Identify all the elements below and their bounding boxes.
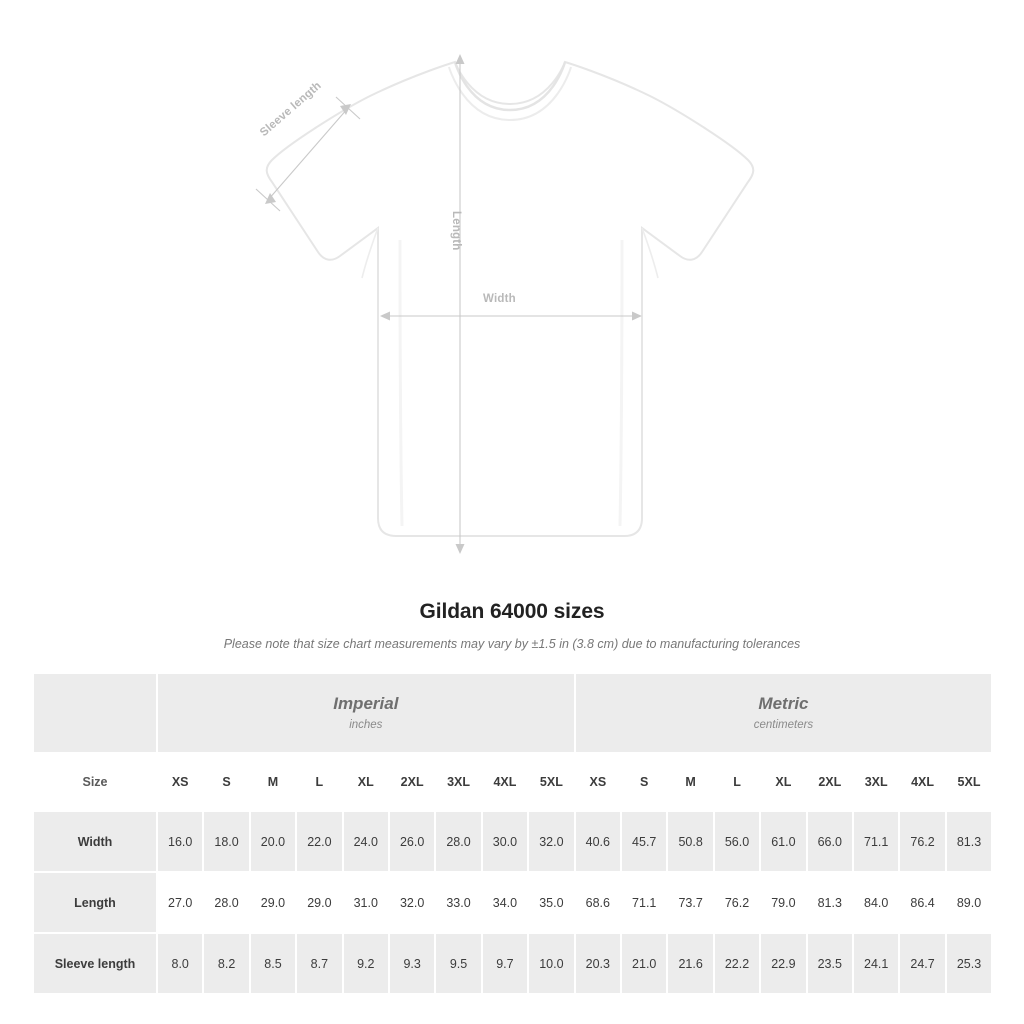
sleeve-length-label: Sleeve length	[258, 79, 324, 140]
cell: 21.0	[621, 933, 667, 994]
size-header-cell: XS	[575, 753, 621, 811]
cell: 9.5	[435, 933, 481, 994]
cell: 66.0	[807, 811, 853, 872]
cell: 40.6	[575, 811, 621, 872]
cell: 9.3	[389, 933, 435, 994]
row-label-width: Width	[33, 811, 157, 872]
cell: 73.7	[667, 872, 713, 933]
unit-group-imperial-sub: inches	[349, 718, 383, 731]
cell: 76.2	[899, 811, 945, 872]
cell: 22.9	[760, 933, 806, 994]
page-title: Gildan 64000 sizes	[419, 600, 605, 623]
cell: 84.0	[853, 872, 899, 933]
unit-row-spacer	[33, 673, 157, 753]
title-block	[0, 600, 1024, 651]
unit-group-imperial-name: Imperial	[333, 694, 399, 714]
cell: 8.5	[250, 933, 296, 994]
cell: 86.4	[899, 872, 945, 933]
size-header-cell: XS	[157, 753, 203, 811]
cell: 89.0	[946, 872, 993, 933]
cell: 10.0	[528, 933, 575, 994]
cell: 71.1	[853, 811, 899, 872]
table-row	[33, 872, 992, 933]
cell: 16.0	[157, 811, 203, 872]
cell: 29.0	[250, 872, 296, 933]
length-label: Length	[450, 211, 462, 251]
cell: 71.1	[621, 872, 667, 933]
width-label: Width	[483, 293, 516, 305]
size-header-cell: 2XL	[807, 753, 853, 811]
unit-group-metric-sub: centimeters	[753, 718, 814, 731]
cell: 27.0	[157, 872, 203, 933]
cell: 28.0	[203, 872, 249, 933]
cell: 25.3	[946, 933, 993, 994]
cell: 20.3	[575, 933, 621, 994]
cell: 32.0	[528, 811, 575, 872]
cell: 50.8	[667, 811, 713, 872]
size-header-cell: XL	[343, 753, 389, 811]
unit-group-metric	[575, 673, 993, 753]
unit-group-metric-name: Metric	[758, 694, 809, 714]
cell: 31.0	[343, 872, 389, 933]
cell: 76.2	[714, 872, 760, 933]
cell: 9.2	[343, 933, 389, 994]
row-label-sleeve-length: Sleeve length	[33, 933, 157, 994]
size-header-label: Size	[33, 753, 157, 811]
size-table	[32, 672, 993, 995]
cell: 20.0	[250, 811, 296, 872]
cell: 32.0	[389, 872, 435, 933]
tolerance-note: Please note that size chart measurements may vary by ±1.5 in (3.8 cm) due to manufacturing tolerances	[223, 637, 801, 651]
unit-group-imperial	[157, 673, 575, 753]
size-header-cell: S	[621, 753, 667, 811]
cell: 34.0	[482, 872, 528, 933]
cell: 22.2	[714, 933, 760, 994]
cell: 18.0	[203, 811, 249, 872]
cell: 30.0	[482, 811, 528, 872]
cell: 45.7	[621, 811, 667, 872]
size-header-cell: 5XL	[946, 753, 993, 811]
size-header-cell: L	[296, 753, 342, 811]
cell: 81.3	[807, 872, 853, 933]
cell: 79.0	[760, 872, 806, 933]
size-header-cell: M	[250, 753, 296, 811]
cell: 24.1	[853, 933, 899, 994]
cell: 81.3	[946, 811, 993, 872]
size-header-cell: 3XL	[853, 753, 899, 811]
cell: 8.0	[157, 933, 203, 994]
size-header-cell: 3XL	[435, 753, 481, 811]
cell: 8.2	[203, 933, 249, 994]
cell: 33.0	[435, 872, 481, 933]
cell: 35.0	[528, 872, 575, 933]
cell: 68.6	[575, 872, 621, 933]
cell: 8.7	[296, 933, 342, 994]
unit-group-row	[33, 673, 992, 753]
cell: 21.6	[667, 933, 713, 994]
tshirt-icon	[250, 40, 770, 570]
row-label-length: Length	[33, 872, 157, 933]
cell: 28.0	[435, 811, 481, 872]
size-header-cell: XL	[760, 753, 806, 811]
size-header-cell: 4XL	[899, 753, 945, 811]
size-header-cell: M	[667, 753, 713, 811]
cell: 9.7	[482, 933, 528, 994]
size-header-cell: 2XL	[389, 753, 435, 811]
cell: 29.0	[296, 872, 342, 933]
cell: 24.0	[343, 811, 389, 872]
table-row	[33, 933, 992, 994]
cell: 26.0	[389, 811, 435, 872]
size-header-row	[33, 753, 992, 811]
size-header-cell: 5XL	[528, 753, 575, 811]
size-header-cell: 4XL	[482, 753, 528, 811]
table-row	[33, 811, 992, 872]
cell: 61.0	[760, 811, 806, 872]
cell: 56.0	[714, 811, 760, 872]
size-table-wrapper	[32, 672, 992, 995]
cell: 24.7	[899, 933, 945, 994]
cell: 23.5	[807, 933, 853, 994]
cell: 22.0	[296, 811, 342, 872]
size-header-cell: L	[714, 753, 760, 811]
size-header-cell: S	[203, 753, 249, 811]
